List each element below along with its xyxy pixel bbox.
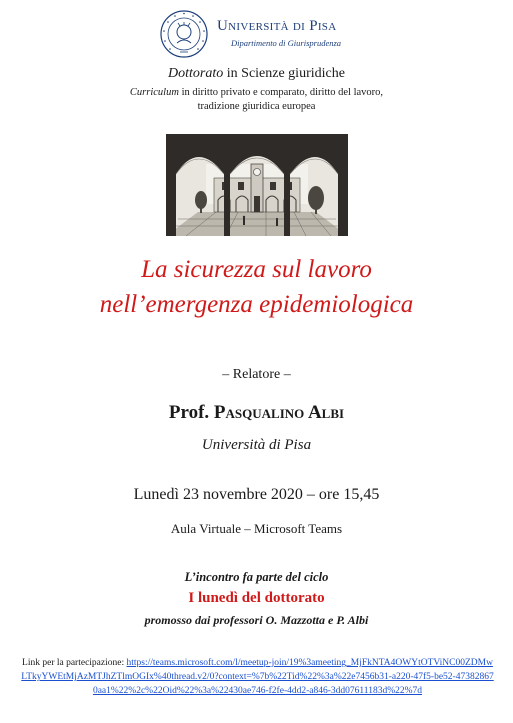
curriculum-label: Curriculum — [129, 87, 179, 98]
cloister-illustration — [166, 134, 348, 236]
event-room: Aula Virtuale – Microsoft Teams — [170, 521, 343, 536]
speaker-fullname: Pasqualino Albi — [213, 402, 345, 423]
curriculum-line-2: tradizione giuridica europea — [197, 101, 316, 112]
curriculum-text: in diritto privato e comparato, diritto del lavoro, — [178, 87, 384, 98]
doctorate-program — [0, 66, 513, 82]
speaker-affiliation: Università di Pisa — [201, 437, 312, 453]
event-title-line-1: La sicurezza sul lavoro — [141, 256, 372, 283]
speaker-title: Prof. — [168, 402, 214, 423]
event-title-line-2: nell’emergenza epidemiologica — [99, 291, 414, 318]
cycle-name: I lunedì del dottorato — [188, 590, 325, 606]
participation-link-block — [20, 656, 495, 698]
doctorate-label: Dottorato — [168, 66, 224, 81]
university-seal-icon — [160, 10, 208, 58]
curriculum-line-1 — [0, 87, 513, 98]
cycle-intro: L’incontro fa parte del ciclo — [184, 570, 329, 584]
speaker-role: – Relatore – — [222, 367, 291, 382]
event-date: Lunedì 23 novembre 2020 – ore 15,45 — [133, 486, 380, 503]
cycle-promoters: promosso dai professori O. Mazzotta e P. Albi — [144, 613, 369, 627]
university-name: Università di Pisa — [217, 18, 337, 34]
doctorate-field: in Scienze giuridiche — [223, 66, 345, 81]
link-label: Link per la partecipazione: — [22, 658, 127, 668]
speaker-name — [0, 402, 513, 424]
teams-meeting-link[interactable]: https://teams.microsoft.com/l/meetup-join/19%3ameeting_MjFkNTA4OWYtOTViNC00ZDMwLTkyYWEtMjAzMTJhZTlmOGIx%40thread.v2/0?context=%7b%22Tid%22%3a%22e7456b31-a220-47f5-be52-473828670aa1%22%2c%22Oid%22%3a%22430ae746-f2fe-4dd2-a846-3dd07611183d%22%7d — [21, 658, 494, 696]
department-name: Dipartimento di Giurisprudenza — [231, 38, 342, 48]
